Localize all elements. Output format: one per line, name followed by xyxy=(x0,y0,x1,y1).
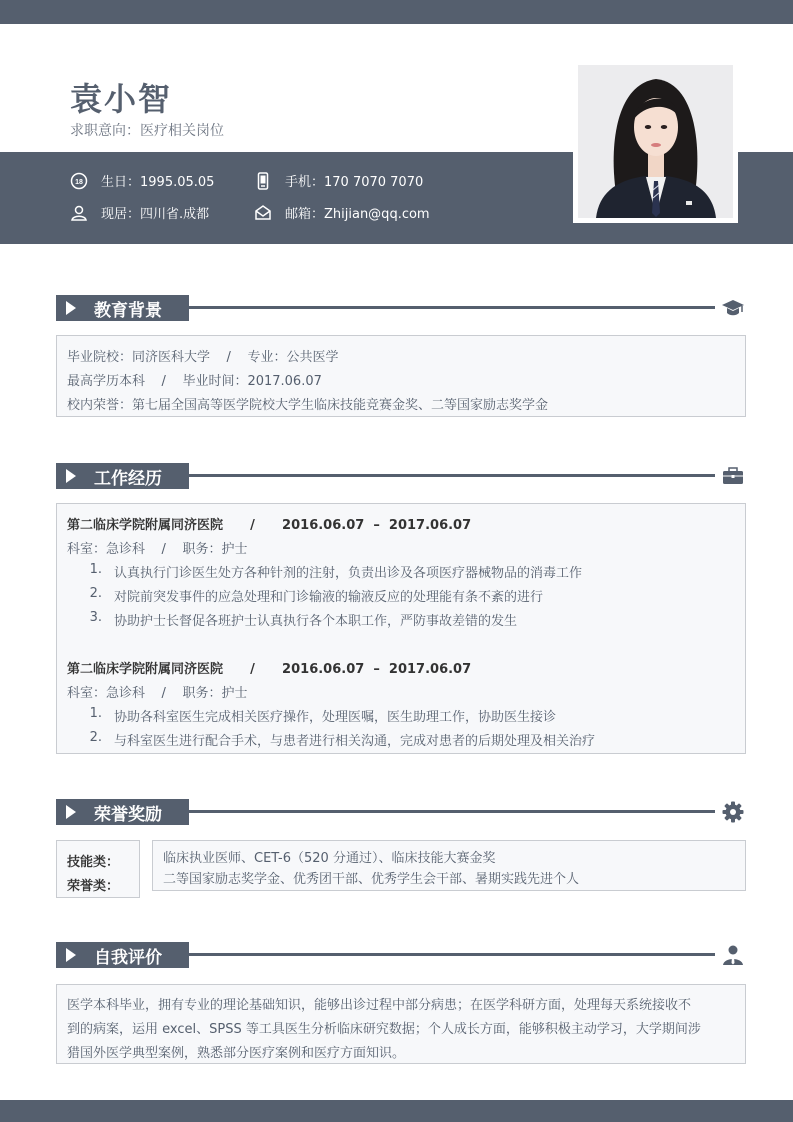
honors-content-box xyxy=(152,840,746,891)
education-title: 教育背景 xyxy=(94,300,162,321)
bottom-bar xyxy=(0,1100,793,1122)
work-box xyxy=(56,503,746,754)
phone-info xyxy=(254,171,423,190)
section-line xyxy=(189,306,715,309)
photo-frame xyxy=(573,60,738,223)
triangle-icon xyxy=(66,469,76,483)
self-line-3: 猎国外医学典型案例，熟悉部分医疗案例和医疗方面知识。 xyxy=(67,1046,406,1061)
email-info xyxy=(254,203,430,222)
list-number: 1. xyxy=(89,562,102,577)
residence-info xyxy=(70,203,209,222)
honors-title: 荣誉奖励 xyxy=(94,804,162,825)
list-number: 2. xyxy=(89,586,102,601)
triangle-icon xyxy=(66,301,76,315)
residence-text: 现居：四川省.成都 xyxy=(101,207,210,222)
education-section-header xyxy=(56,295,746,321)
self-title: 自我评价 xyxy=(94,947,162,968)
portrait-photo xyxy=(578,65,733,218)
location-person-icon xyxy=(70,204,88,222)
skill-label: 技能类： xyxy=(67,855,120,870)
education-line-2: 最高学历本科 / 毕业时间：2017.06.07 xyxy=(67,374,322,389)
triangle-icon xyxy=(66,805,76,819)
birth-info xyxy=(70,171,214,190)
list-item: 认真执行门诊医生处方各种针剂的注射，负责出诊及各项医疗器械物品的消毒工作 xyxy=(114,566,583,581)
birth-text: 生日：1995.05.05 xyxy=(101,175,215,190)
self-box xyxy=(56,984,746,1064)
briefcase-icon xyxy=(721,464,745,488)
section-line xyxy=(189,810,715,813)
honors-tab xyxy=(56,799,189,825)
self-tab xyxy=(56,942,189,968)
email-text: 邮箱：Zhijian@qq.com xyxy=(285,207,430,222)
job-2-dept: 科室：急诊科 / 职务：护士 xyxy=(67,686,248,701)
work-title: 工作经历 xyxy=(94,468,162,489)
education-line-1: 毕业院校：同济医科大学 / 专业：公共医学 xyxy=(67,350,339,365)
job-1-dept: 科室：急诊科 / 职务：护士 xyxy=(67,542,248,557)
skill-text: 临床执业医师、CET-6（520 分通过）、临床技能大赛金奖 xyxy=(163,851,496,866)
education-line-3: 校内荣誉：第七届全国高等医学院校大学生临床技能竞赛金奖、二等国家励志奖学金 xyxy=(67,398,549,413)
list-number: 1. xyxy=(89,706,102,721)
honors-section-header xyxy=(56,799,746,825)
self-line-1: 医学本科毕业，拥有专业的理论基础知识，能够出诊过程中部分病患；在医学科研方面，处理每天系统接收不 xyxy=(67,998,692,1013)
honor-label: 荣誉类： xyxy=(67,879,120,894)
self-line-2: 到的病案，运用 excel、SPSS 等工具医生分析临床研究数据；个人成长方面，能够积极主动学习，大学期间涉 xyxy=(67,1022,701,1037)
list-number: 3. xyxy=(89,610,102,625)
gear-icon xyxy=(721,800,745,824)
top-bar xyxy=(0,0,793,24)
svg-text:18: 18 xyxy=(75,178,83,186)
list-number: 2. xyxy=(89,730,102,745)
triangle-icon xyxy=(66,948,76,962)
list-item: 对院前突发事件的应急处理和门诊输液的输液反应的处理能有条不紊的进行 xyxy=(114,590,544,605)
list-item: 与科室医生进行配合手术，与患者进行相关沟通，完成对患者的后期处理及相关治疗 xyxy=(114,734,596,749)
job-2-heading: 第二临床学院附属同济医院 / 2016.06.07 – 2017.06.07 xyxy=(67,662,472,677)
age-18-icon xyxy=(70,172,88,190)
education-tab xyxy=(56,295,189,321)
email-icon xyxy=(254,204,272,222)
list-item: 协助各科室医生完成相关医疗操作，处理医嘱，医生助理工作，协助医生接诊 xyxy=(114,710,557,725)
work-tab xyxy=(56,463,189,489)
graduation-cap-icon xyxy=(721,296,745,320)
phone-text: 手机：170 7070 7070 xyxy=(285,175,424,190)
job-1-heading: 第二临床学院附属同济医院 / 2016.06.07 – 2017.06.07 xyxy=(67,518,472,533)
list-item: 协助护士长督促各班护士认真执行各个本职工作，严防事故差错的发生 xyxy=(114,614,518,629)
person-icon xyxy=(721,943,745,967)
education-box xyxy=(56,335,746,417)
self-section-header xyxy=(56,942,746,968)
candidate-name: 袁小智 xyxy=(70,80,173,118)
section-line xyxy=(189,953,715,956)
section-line xyxy=(189,474,715,477)
honors-label-box xyxy=(56,840,140,898)
phone-icon xyxy=(254,172,272,190)
work-section-header xyxy=(56,463,746,489)
honor-text: 二等国家励志奖学金、优秀团干部、优秀学生会干部、暑期实践先进个人 xyxy=(163,872,580,887)
job-intent: 求职意向：医疗相关岗位 xyxy=(70,123,224,139)
